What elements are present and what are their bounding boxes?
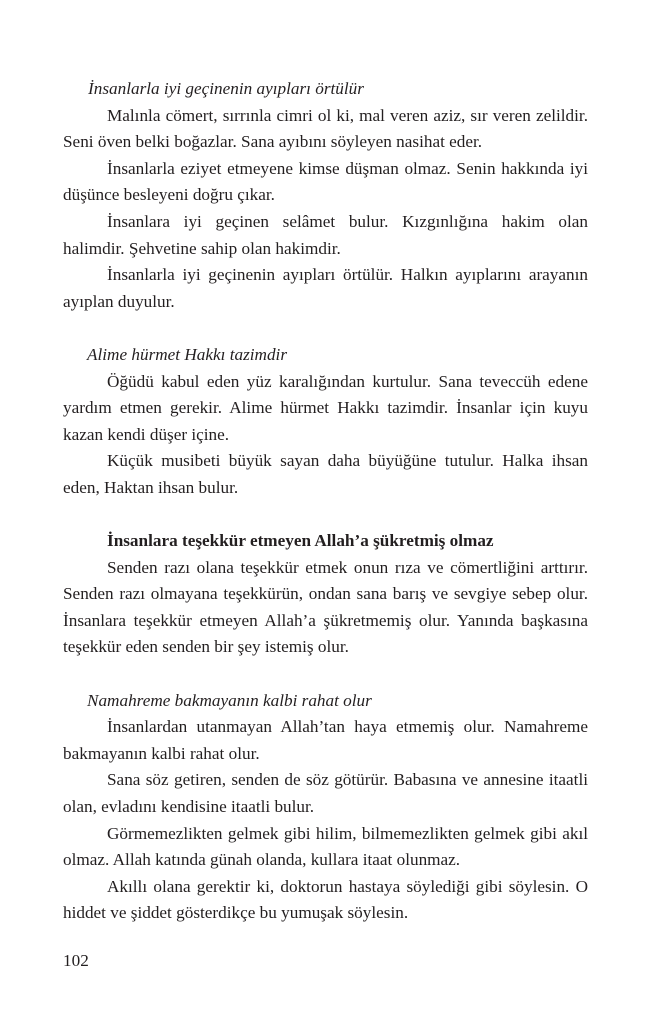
paragraph: Akıllı olana gerektir ki, doktorun hastaya söylediği gibi söylesin. O hiddet ve şiddet gösterdikçe bu yumuşak söylesin. xyxy=(63,876,588,923)
paragraph: Görmemezlikten gelmek gibi hilim, bilmemezlikten gelmek gibi akıl olmaz. Allah katında günah olanda, kullara itaat olunmaz. xyxy=(63,823,588,870)
paragraph: İnsanlardan utanmayan Allah’tan haya etmemiş olur. Namahreme bakmayanın kalbi rahat olur. xyxy=(63,717,588,763)
section-spacer xyxy=(63,315,588,342)
page-body xyxy=(63,76,588,927)
section-heading-bold: İnsanlara teşekkür etmeyen Allah’a şükretmiş olmaz xyxy=(107,531,494,551)
paragraph: Küçük musibeti büyük sayan daha büyüğüne tutulur. Halka ihsan eden, Haktan ihsan bulur. xyxy=(63,451,588,497)
paragraph: İnsanlarla iyi geçinenin ayıpları örtülür. Halkın ayıplarını arayanın ayıplan duyulur. xyxy=(63,265,588,311)
paragraph: İnsanlara iyi geçinen selâmet bulur. Kızgınlığına hakim olan halimdir. Şehvetine sahip olan hakimdir. xyxy=(63,211,588,258)
paragraph: Sana söz getiren, senden de söz götürür. Babasına ve annesine itaatli olan, evladını kendisine itaatli bulur. xyxy=(63,770,588,817)
paragraph: Senden razı olana teşekkür etmek onun rıza ve cömertliğini arttırır. Senden razı olmayana teşekkürün, ondan sana barış ve sevgiye sebep olur. İnsanlara teşekkür etmeyen Allah’a şükretmemiş olur. Yanında başkasına teşekkür eden senden bir şey istemiş olur. xyxy=(63,557,588,657)
paragraph: İnsanlarla eziyet etmeyene kimse düşman olmaz. Senin hakkında iyi düşünce besleyeni doğru çıkar. xyxy=(63,158,588,205)
section-spacer xyxy=(63,502,588,529)
paragraph: Malınla cömert, sırrınla cimri ol ki, mal veren aziz, sır veren zelildir. Seni öven belki boğazlar. Sana ayıbını söyleyen nasihat eder. xyxy=(63,105,588,152)
page-number: 102 xyxy=(63,951,89,970)
section-spacer xyxy=(63,661,588,688)
section-heading: Alime hürmet Hakkı tazimdir xyxy=(87,344,288,364)
section-heading: Namahreme bakmayanın kalbi rahat olur xyxy=(87,690,372,710)
paragraph: Öğüdü kabul eden yüz karalığından kurtulur. Sana teveccüh edene yardım etmen gerekir. Alime hürmet Hakkı tazimdir. İnsanlar için kuyu kazan kendi düşer içine. xyxy=(63,371,588,444)
section-heading: İnsanlarla iyi geçinenin ayıpları örtülür xyxy=(88,79,364,98)
